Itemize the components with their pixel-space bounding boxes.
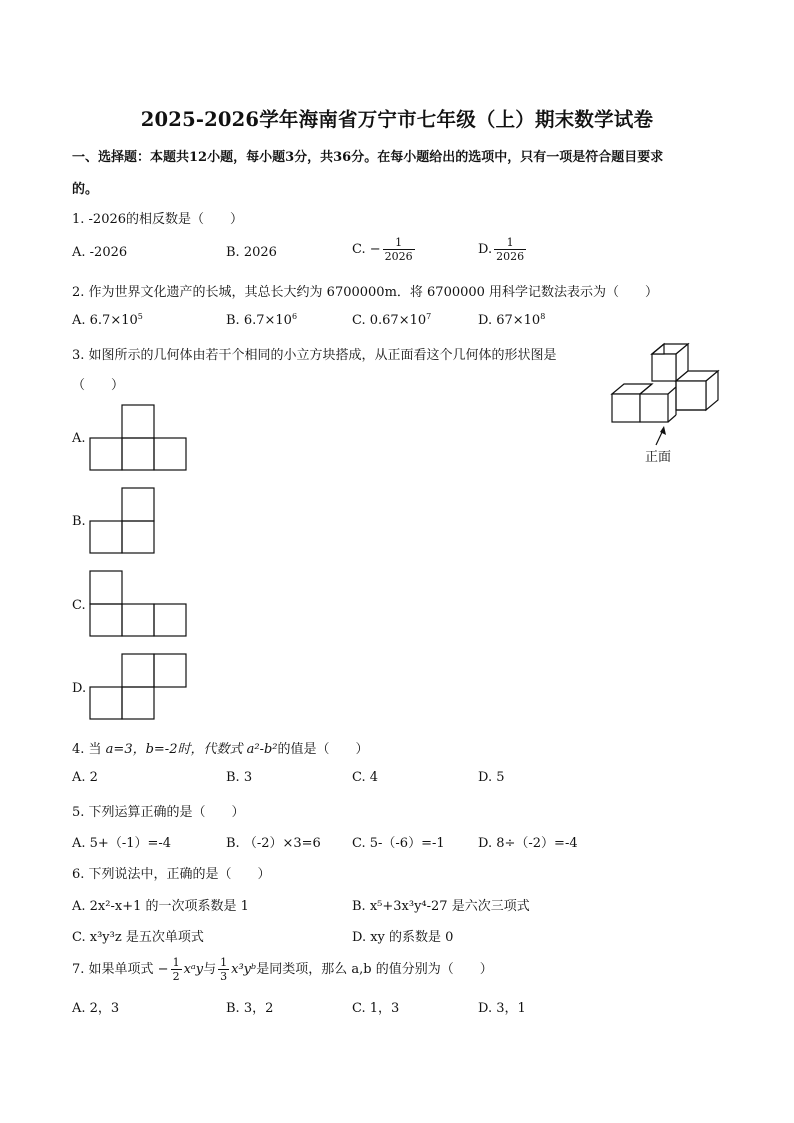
q3-option-c-label: C.: [72, 598, 86, 613]
fraction-denominator: 2026: [496, 250, 525, 263]
q4-stem-post: 的值是（ ）: [277, 742, 369, 757]
exam-title: 2025-2026学年海南省万宁市七年级（上）期末数学试卷: [140, 108, 654, 131]
q7-option-d: D. 3，1: [478, 1001, 526, 1016]
q5-option-c: C. 5-（-6）=-1: [352, 836, 445, 851]
q7-option-c: C. 1，3: [352, 1001, 400, 1016]
q5-option-d: D. 8÷（-2）=-4: [478, 836, 578, 851]
q3-option-a-figure: [88, 404, 188, 472]
q6-option-b: B. x⁵+3x³y⁴-27 是六次三项式: [352, 899, 530, 914]
q2-option-d-base: D. 67×10: [478, 313, 541, 328]
section-heading: 一、选择题：本题共12小题，每小题3分，共36分。在每小题给出的选项中，只有一项是符合题目要求: [72, 150, 664, 165]
q6-option-d: D. xy 的系数是 0: [352, 930, 454, 945]
q2-option-c-exp: 7: [426, 312, 432, 321]
q2-option-a-base: A. 6.7×10: [72, 313, 138, 328]
q2-option-d: [478, 313, 545, 328]
q1-option-d-prefix: D.: [478, 242, 493, 257]
q1-option-d: [478, 236, 528, 263]
q3-option-d-label: D.: [72, 681, 87, 696]
q4-expression: a²-b²: [246, 742, 278, 757]
q2-option-d-exp: 8: [540, 312, 546, 321]
q1-option-d-fraction: [494, 236, 526, 263]
q4-a-eq: a=3，: [105, 742, 146, 757]
front-view-label: 正面: [645, 450, 672, 465]
q7-stem-post: 是同类项，那么 a,b 的值分别为（ ）: [256, 962, 493, 977]
q2-option-b: [226, 313, 297, 328]
q2-option-a-exp: 5: [137, 312, 143, 321]
q5-option-a: A. 5+（-1）=-4: [72, 836, 172, 851]
q1-stem: 1. -2026的相反数是（ ）: [72, 212, 244, 227]
q2-option-b-exp: 6: [291, 312, 298, 321]
q7-option-b: B. 3，2: [226, 1001, 274, 1016]
section-heading-cont: 的。: [72, 182, 99, 197]
fraction-numerator: 1: [383, 236, 415, 250]
q2-option-a: [72, 313, 143, 328]
q2-option-c-base: C. 0.67×10: [352, 313, 427, 328]
fraction-numerator: 1: [172, 956, 180, 969]
q4-option-a: A. 2: [72, 770, 98, 785]
q6-option-a: A. 2x²-x+1 的一次项系数是 1: [72, 899, 249, 914]
fraction-denominator: 3: [220, 970, 228, 983]
q4-option-c: C. 4: [352, 770, 379, 785]
q4-stem: [72, 738, 369, 757]
q7-stem-pre: 7. 如果单项式 −: [72, 962, 169, 977]
q3-option-d-figure: [88, 653, 188, 721]
q1-option-c: [352, 236, 417, 263]
q6-stem: 6. 下列说法中，正确的是（ ）: [72, 867, 271, 882]
q6-option-c: C. x³y³z 是五次单项式: [72, 930, 204, 945]
q7-mid: 与: [203, 962, 217, 977]
q7-fraction-1: [171, 956, 182, 983]
q2-option-b-base: B. 6.7×10: [226, 313, 292, 328]
fraction-denominator: 2: [172, 970, 180, 983]
q3-option-a-label: A.: [72, 431, 86, 446]
q1-option-a: A. -2026: [72, 245, 128, 260]
q4-option-b: B. 3: [226, 770, 253, 785]
q7-stem: [72, 956, 493, 983]
q4-option-d: D. 5: [478, 770, 505, 785]
q7-fraction-2: [218, 956, 229, 983]
q4-stem-pre: 4. 当: [72, 742, 106, 757]
q7-term-1: xᵃy: [183, 962, 204, 977]
q1-option-c-fraction: [383, 236, 415, 263]
q5-stem: 5. 下列运算正确的是（ ）: [72, 805, 245, 820]
q1-option-b: B. 2026: [226, 245, 277, 260]
q4-b-eq: b=-2时，代数式: [145, 742, 247, 757]
fraction-numerator: 1: [220, 956, 228, 969]
fraction-numerator: 1: [494, 236, 526, 250]
q3-option-b-label: B.: [72, 514, 86, 529]
q2-stem: 2. 作为世界文化遗产的长城，其总长大约为 6700000m．将 6700000 用科学记数法表示为（ ）: [72, 285, 659, 300]
q7-option-a: A. 2，3: [72, 1001, 120, 1016]
q2-option-c: [352, 313, 431, 328]
q3-stem: 3. 如图所示的几何体由若干个相同的小立方块搭成，从正面看这个几何体的形状图是: [72, 348, 557, 363]
fraction-denominator: 2026: [384, 250, 413, 263]
q3-paren: （ ）: [72, 378, 125, 393]
q3-option-c-figure: [88, 570, 188, 638]
q3-option-b-figure: [88, 487, 158, 555]
q5-option-b: B. （-2）×3=6: [226, 836, 321, 851]
q7-term-2: x³yᵇ: [231, 962, 257, 977]
q1-option-c-prefix: C. −: [352, 242, 381, 257]
